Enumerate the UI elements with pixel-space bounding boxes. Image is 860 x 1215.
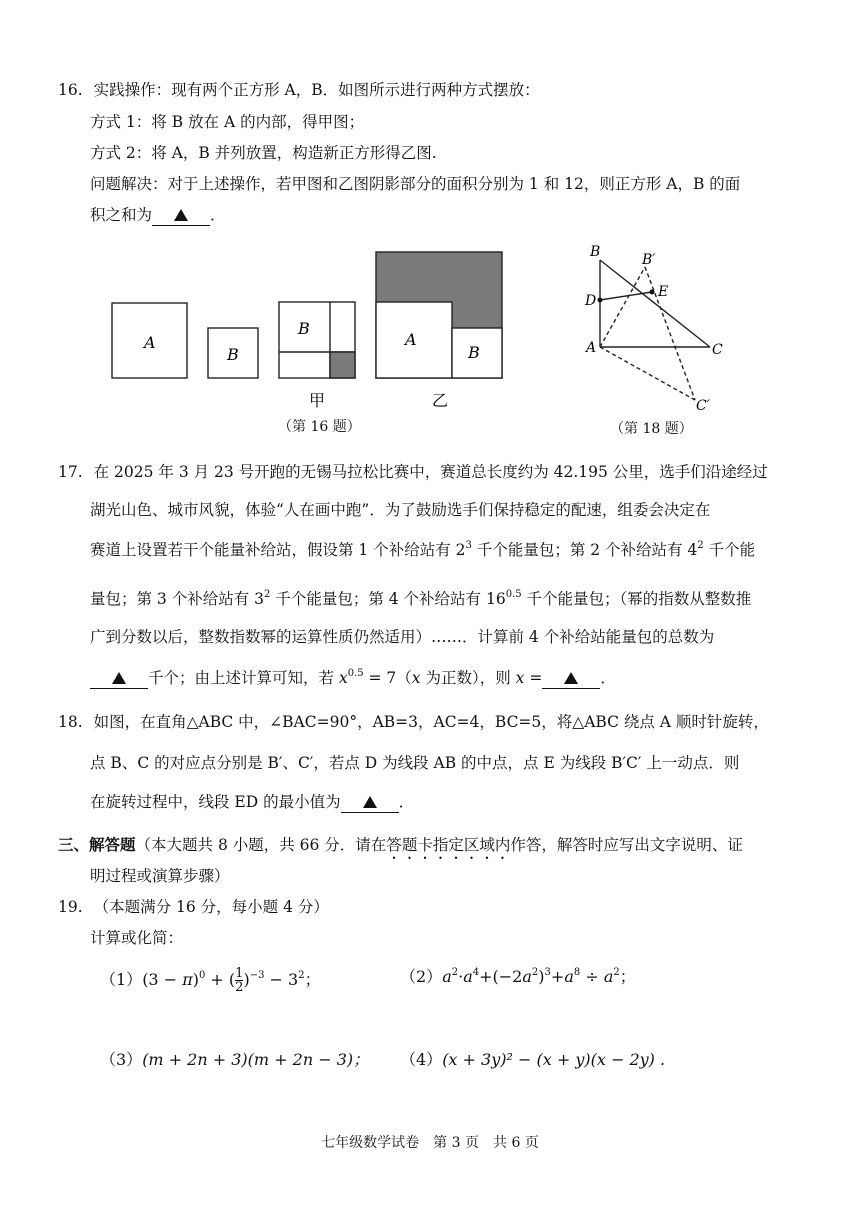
q17-exp4: 0.5: [505, 589, 522, 600]
label-c: C: [712, 342, 723, 358]
yi-label-a: A: [405, 330, 417, 349]
q17-var-x-3: x: [515, 669, 525, 687]
q17-line6-b: = 7（: [363, 669, 412, 687]
q17-line6-exp: 0.5: [347, 668, 364, 679]
answer-blank-q18: [341, 792, 399, 813]
q16-number: 16.: [58, 81, 83, 99]
segment-b-prime-c-prime: [645, 267, 695, 400]
q16-line3: 方式 2：将 A，B 并列放置，构造新正方形得乙图.: [90, 144, 437, 162]
label-a: A: [144, 333, 156, 352]
q16-line1: [58, 80, 540, 100]
label-c-prime: C′: [696, 398, 710, 414]
triangle-icon: [112, 672, 126, 684]
q17-var-x-2: x: [411, 669, 421, 687]
q18-text-1: 如图，在直角△ABC 中，∠BAC=90°，AB=3，AC=4，BC=5，将△ABC 绕点 A 顺时针旋转，: [93, 713, 769, 731]
segment-ac-prime: [600, 347, 695, 400]
q17-line4-a: 量包；第 3 个补给站有 3: [90, 590, 265, 608]
label-a-vertex: A: [586, 340, 597, 356]
jia-label: 甲: [309, 391, 326, 410]
q17-number: 17.: [58, 463, 83, 481]
jia-figure: [279, 302, 355, 378]
point-d: [598, 298, 603, 303]
page-footer: 七年级数学试卷 第 3 页 共 6 页: [321, 1135, 539, 1151]
q17-line3-b: 千个能量包；第 2 个补给站有 4: [471, 541, 698, 559]
q16-line4: 问题解决：对于上述操作，若甲图和乙图阴影部分的面积分别为 1 和 12，则正方形 A，B 的面: [90, 175, 741, 193]
q17-line4-c: 千个能量包；（幂的指数从整数推: [521, 590, 752, 608]
q17-exp1: 3: [465, 540, 472, 551]
q16-line5-suffix: ．: [210, 206, 226, 224]
triangle-icon: [363, 796, 377, 808]
q17-line6-d: =: [524, 669, 543, 687]
q19-part2: $(2)a^2\cdot a^4+(-2a^2)^3+a^8 \div a^2$；: [400, 967, 636, 986]
q19-p1-label: （1）: [100, 970, 143, 989]
q16-line5-prefix: 积之和为: [90, 206, 153, 224]
q19-part4: [400, 1050, 665, 1070]
q17-exp3: 2: [264, 589, 271, 600]
figure-16: [100, 240, 520, 440]
q17-line3-c: 千个能: [703, 541, 756, 559]
segment-bc: [600, 260, 710, 347]
q17-line5: 广到分数以后，整数指数幂的运算性质仍然适用）……．计算前 4 个补给站能量包的总数为: [90, 628, 715, 646]
q18-line3-prefix: 在旋转过程中，线段 ED 的最小值为: [90, 793, 341, 811]
answer-blank-q16: [152, 205, 210, 226]
q19-p2-label: （2）: [400, 967, 443, 986]
q19-part1: $(1)(3 - \pi)^0$ + ( $\frac{1}{2}$ )$^{-3} - 3^2$；: [100, 966, 321, 995]
jia-label-b: B: [298, 319, 310, 338]
q18-line3-suffix: ．: [398, 793, 415, 811]
section3-desc-b: 作答，解答时应写出文字说明、证: [510, 836, 743, 854]
q17-var-x: x: [338, 669, 348, 687]
q16-line2: 方式 1：将 B 放在 A 的内部，得甲图；: [90, 113, 365, 131]
q18-number: 18.: [58, 713, 83, 731]
section3-line2: 明过程或演算步骤）: [90, 867, 230, 885]
q19-p3-expr: (m + 2n + 3)(m + 2n − 3)；: [142, 1050, 370, 1069]
section3-desc-dotted: 答题卡指定区域内: [386, 836, 511, 854]
q17-line6-a: 千个；由上述计算可知，若: [148, 669, 339, 687]
q17-text-1: 在 2025 年 3 月 23 号开跑的无锡马拉松比赛中，赛道总长度约为 42.195 公里，选手们沿途经过: [93, 463, 768, 481]
label-d: D: [585, 293, 597, 309]
q17-line4-b: 千个能量包；第 4 个补给站有 16: [270, 590, 506, 608]
answer-blank-q17-total: [90, 668, 148, 689]
q19-p4-expr: (x + 3y)² − (x + y)(x − 2y) .: [442, 1050, 666, 1069]
yi-figure: [376, 252, 502, 378]
q16-line5: [90, 205, 226, 226]
figure-18-caption: （第 18 题）: [610, 421, 693, 437]
answer-blank-q17-x: [542, 668, 600, 689]
figure-16-caption: （第 16 题）: [278, 419, 361, 435]
q19-header: （本题满分 16 分，每小题 4 分）: [93, 898, 329, 916]
point-e: [650, 290, 655, 295]
section3-heading: [58, 835, 743, 863]
label-b-vertex: B: [590, 244, 601, 260]
q17-line1: [58, 462, 768, 482]
q19-p4-label: （4）: [400, 1050, 443, 1069]
q17-line2: 湖光山色、城市风貌，体验“人在画中跑”．为了鼓励选手们保持稳定的配速，组委会决定在: [90, 501, 711, 519]
q18-line3: [90, 792, 414, 813]
yi-label: 乙: [432, 391, 449, 410]
segment-ab-prime: [600, 267, 645, 347]
jia-shaded-area: [330, 352, 355, 378]
q19-instruction: 计算或化简：: [90, 929, 184, 947]
yi-label-b: B: [468, 343, 480, 362]
q19-number: 19.: [58, 898, 83, 916]
q16-text-1: 实践操作：现有两个正方形 A，B．如图所示进行两种方式摆放：: [93, 81, 540, 99]
triangle-icon: [174, 209, 188, 221]
q17-line6: [90, 668, 616, 689]
q17-line3: [90, 540, 755, 560]
q19-p3-label: （3）: [100, 1050, 143, 1069]
label-b: B: [227, 345, 239, 364]
triangle-icon: [564, 672, 578, 684]
q17-line6-end: ．: [600, 669, 616, 687]
q18-line2: 点 B、C 的对应点分别是 B′、C′，若点 D 为线段 AB 的中点，点 E 为线段 B′C′ 上一动点．则: [90, 754, 740, 772]
q19-part3: [100, 1050, 369, 1070]
label-e: E: [658, 284, 669, 300]
q17-line6-c: 为正数），则: [420, 669, 516, 687]
section3-title: 三、解答题: [58, 835, 136, 854]
figure-18: [580, 240, 730, 420]
q17-line4: [90, 589, 751, 609]
q17-line3-a: 赛道上设置若干个能量补给站，假设第 1 个补给站有 2: [90, 541, 466, 559]
q17-exp2: 2: [697, 540, 704, 551]
label-b-prime: B′: [642, 252, 656, 268]
segment-de: [600, 292, 652, 300]
q18-line1: [58, 712, 769, 732]
q19-line1: [58, 897, 329, 917]
section3-desc-a: （本大题共 8 小题，共 66 分．请在: [135, 836, 387, 854]
